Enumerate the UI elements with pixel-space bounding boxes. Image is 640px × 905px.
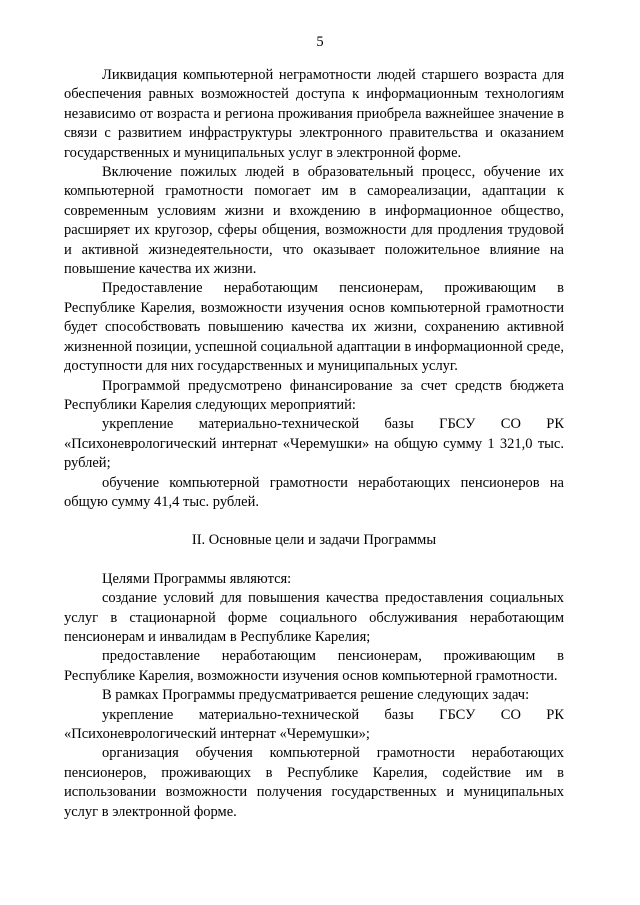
paragraph: укрепление материально-технической базы ГБСУ СО РК «Психоневрологический интернат «Черемушки»;: [64, 706, 564, 742]
paragraph: Целями Программы являются:: [102, 570, 292, 587]
document-body: [64, 66, 564, 822]
paragraph: укрепление материально-технической базы ГБСУ СО РК «Психоневрологический интернат «Черемушки» на общую сумму 1 321,0 тыс. рублей;: [64, 416, 564, 472]
paragraph: создание условий для повышения качества предоставления социальных услуг в стационарной форме социального обслуживания неработающим пенсионерам и инвалидам в Республике Карелия;: [64, 590, 564, 645]
paragraph: обучение компьютерной грамотности неработающих пенсионеров на общую сумму 41,4 тыс. рублей.: [64, 474, 564, 510]
section-heading: II. Основные цели и задачи Программы: [191, 532, 437, 549]
paragraph: организация обучения компьютерной грамотности неработающих пенсионеров, проживающих в Республике Карелия, содействие им в использовании возможности получения государственных и муниципальных услуг в электронной форме.: [64, 745, 564, 820]
paragraph: Включение пожилых людей в образовательный процесс, обучение их компьютерной грамотности помогает им в самореализации, адаптации к современным условиям жизни и вхождению в информационное общество, расширяет их кругозор, сферы общения, возможности для продления трудовой и активной жизнедеятельности, что оказывает положительное влияние на повышение качества их жизни.: [64, 164, 564, 278]
page-number: 5: [316, 34, 324, 50]
paragraph: В рамках Программы предусматривается решение следующих задач:: [102, 687, 530, 704]
paragraph: Ликвидация компьютерной неграмотности людей старшего возраста для обеспечения равных возможностей доступа к информационным технологиям независимо от возраста и региона проживания приобрела важнейшее значение в связи с развитием инфраструктуры электронного правительства и оказанием государственных и муниципальных услуг в электронной форме.: [64, 67, 564, 161]
paragraph: Программой предусмотрено финансирование за счет средств бюджета Республики Карелия следующих мероприятий:: [64, 377, 564, 413]
paragraph: Предоставление неработающим пенсионерам, проживающим в Республике Карелия, возможности изучения основ компьютерной грамотности будет способствовать повышению качества их жизни, сохранению активной жизненной позиции, успешной социальной адаптации в информационной среде, доступности для них государственных и муниципальных услуг.: [64, 280, 564, 375]
paragraph: предоставление неработающим пенсионерам, проживающим в Республике Карелия, возможности изучения основ компьютерной грамотности.: [64, 648, 564, 684]
